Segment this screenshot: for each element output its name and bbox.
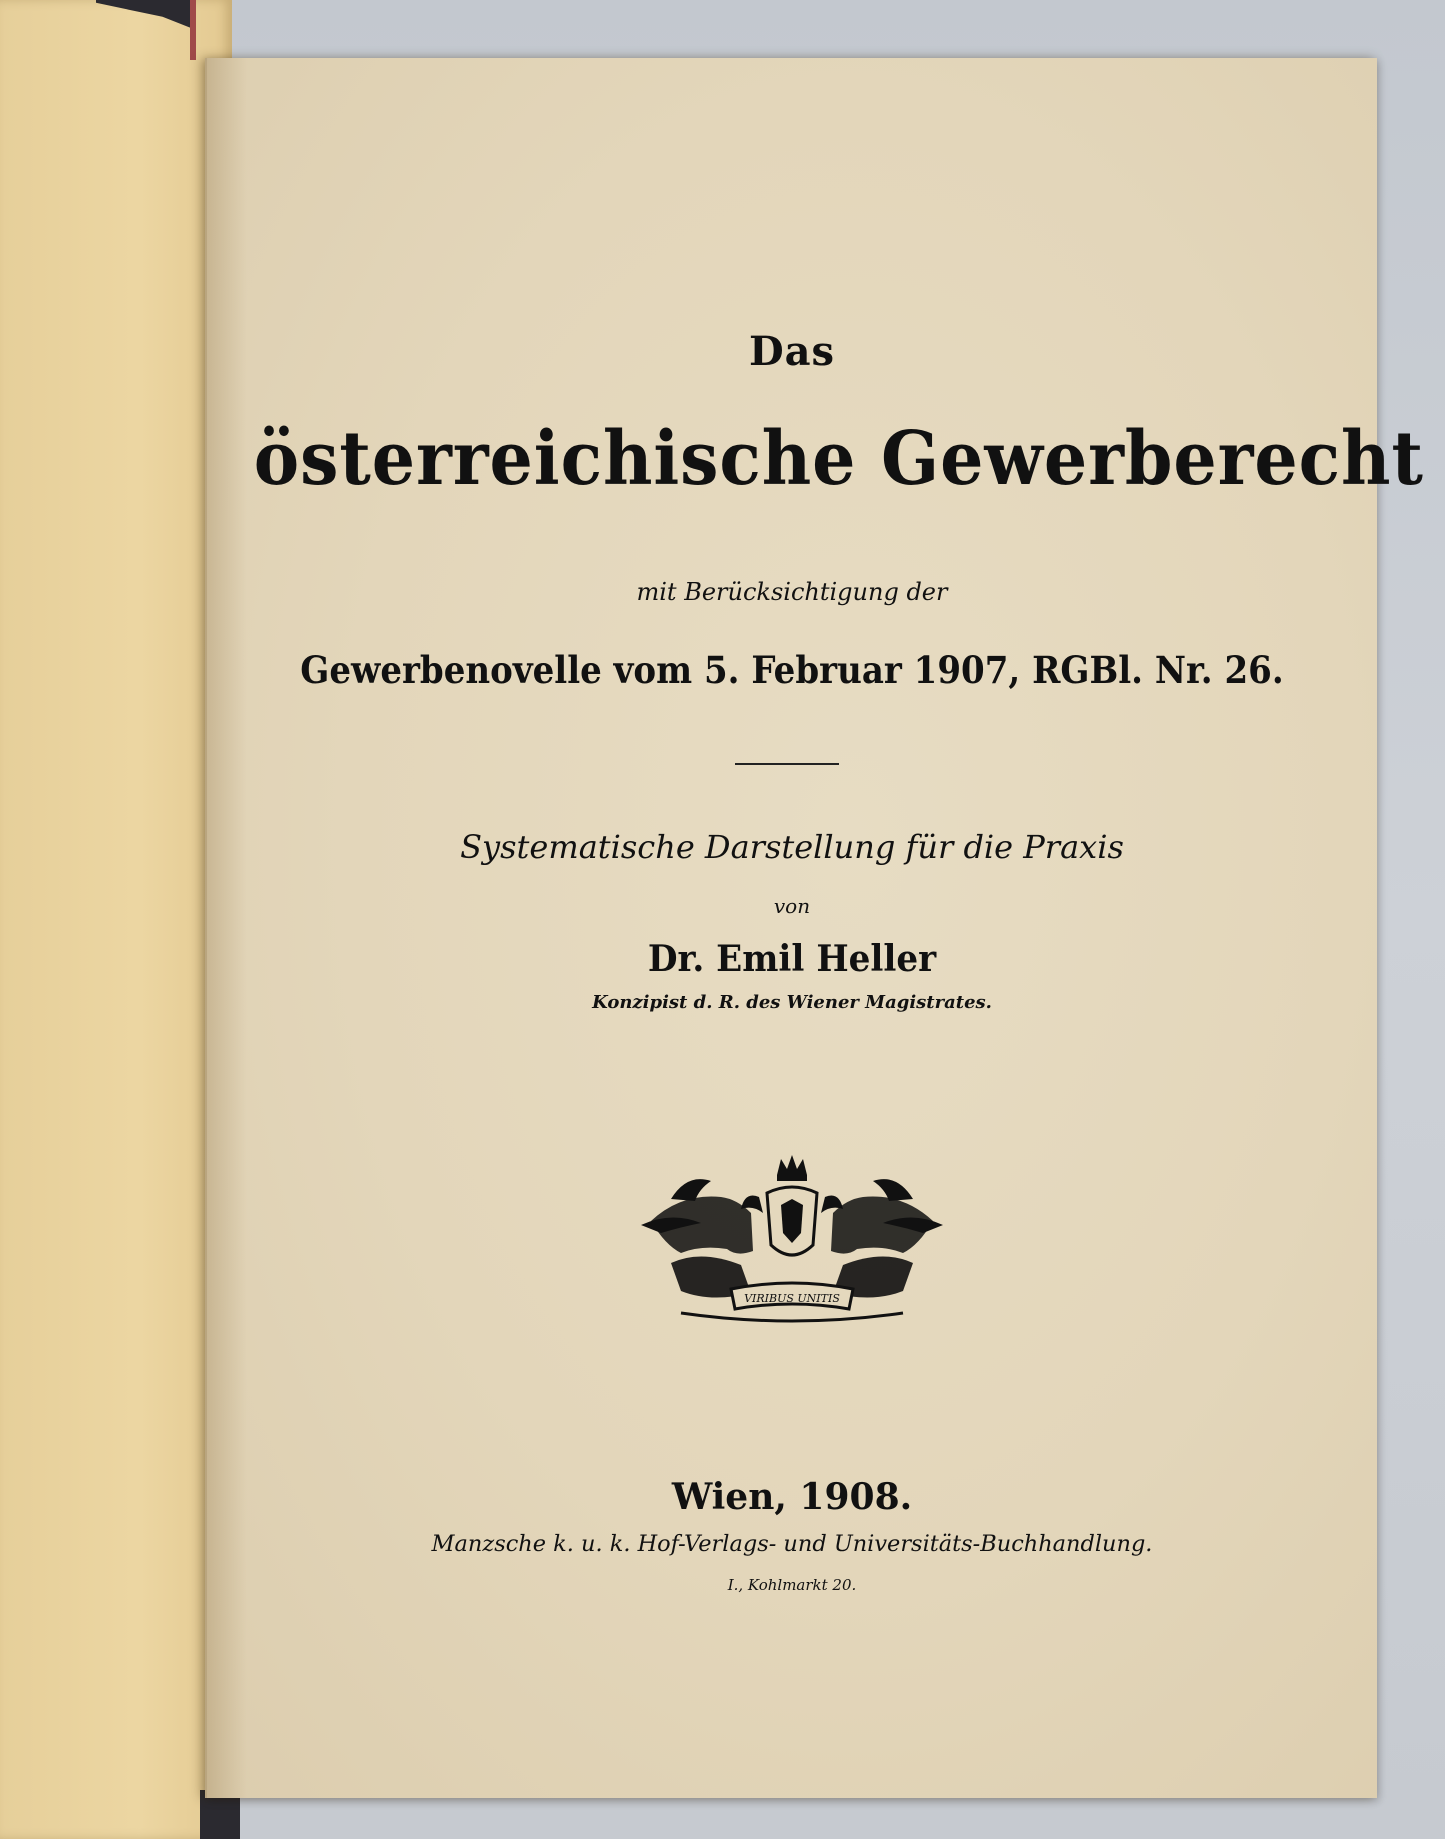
binding-edge <box>190 0 196 60</box>
publisher-name: Manzsche k. u. k. Hof-Verlags- und Universitäts-Buchhandlung. <box>431 1532 1153 1557</box>
title-page <box>205 58 1424 1798</box>
endpaper-left <box>0 0 232 1839</box>
author-affiliation: Konzipist d. R. des Wiener Magistrates. <box>592 992 992 1013</box>
by-line: von <box>773 894 811 918</box>
author-name: Dr. Emil Heller <box>647 938 937 980</box>
subtitle-line-1: mit Berücksichtigung der <box>636 578 948 606</box>
publisher-address: I., Kohlmarkt 20. <box>727 1576 857 1594</box>
title-divider <box>735 763 839 765</box>
crest-motto: VIRIBUS UNITIS <box>744 1292 840 1305</box>
book-title: österreichische Gewerberecht <box>253 416 1424 502</box>
subtitle-line-2: Gewerbenovelle vom 5. Februar 1907, RGBl. Nr. 26. <box>300 648 1284 692</box>
place-and-year: Wien, 1908. <box>671 1476 913 1518</box>
genre-line: Systematische Darstellung für die Praxis <box>460 828 1124 866</box>
coat-of-arms-icon <box>641 1153 943 1323</box>
title-article: Das <box>748 328 836 375</box>
